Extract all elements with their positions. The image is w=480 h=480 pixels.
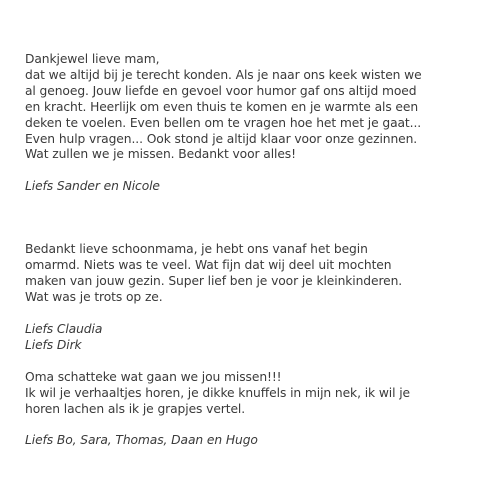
message-sander-nicole xyxy=(25,52,456,195)
message-line: maken van jouw gezin. Super lief ben je voor je kleinkinderen. xyxy=(25,274,403,289)
spacer xyxy=(25,354,456,370)
spacer xyxy=(25,417,456,433)
message-line: Oma schatteke wat gaan we jou missen!!! xyxy=(25,369,282,384)
signature: Liefs Sander en Nicole xyxy=(25,179,160,194)
spacer xyxy=(25,195,456,242)
message-claudia-dirk xyxy=(25,242,456,353)
signature: Liefs Claudia xyxy=(25,321,103,336)
message-line: horen lachen als ik je grapjes vertel. xyxy=(25,401,246,416)
message-line: deken te voelen. Even bellen om te vragen hoe het met je gaat... xyxy=(25,115,422,130)
signature: Liefs Bo, Sara, Thomas, Daan en Hugo xyxy=(25,433,258,448)
message-grandchildren xyxy=(25,370,456,450)
message-line: Dankjewel lieve mam, xyxy=(25,52,160,66)
message-line: dat we altijd bij je terecht konden. Als je naar ons keek wisten we xyxy=(25,67,422,82)
signature: Liefs Dirk xyxy=(25,337,82,352)
message-line: Bedankt lieve schoonmama, je hebt ons vanaf het begin xyxy=(25,242,368,257)
message-line: al genoeg. Jouw liefde en gevoel voor humor gaf ons altijd moed xyxy=(25,83,417,98)
spacer xyxy=(25,306,456,322)
message-line: Ik wil je verhaaltjes horen, je dikke knuffels in mijn nek, ik wil je xyxy=(25,385,411,400)
message-line: Even hulp vragen... Ook stond je altijd klaar voor onze gezinnen. xyxy=(25,131,418,146)
message-line: en kracht. Heerlijk om even thuis te komen en je warmte als een xyxy=(25,99,419,114)
spacer xyxy=(25,163,456,179)
message-line: Wat zullen we je missen. Bedankt voor alles! xyxy=(25,147,296,162)
message-line: Wat was je trots op ze. xyxy=(25,289,163,304)
message-line: omarmd. Niets was te veel. Wat fijn dat wij deel uit mochten xyxy=(25,258,392,273)
